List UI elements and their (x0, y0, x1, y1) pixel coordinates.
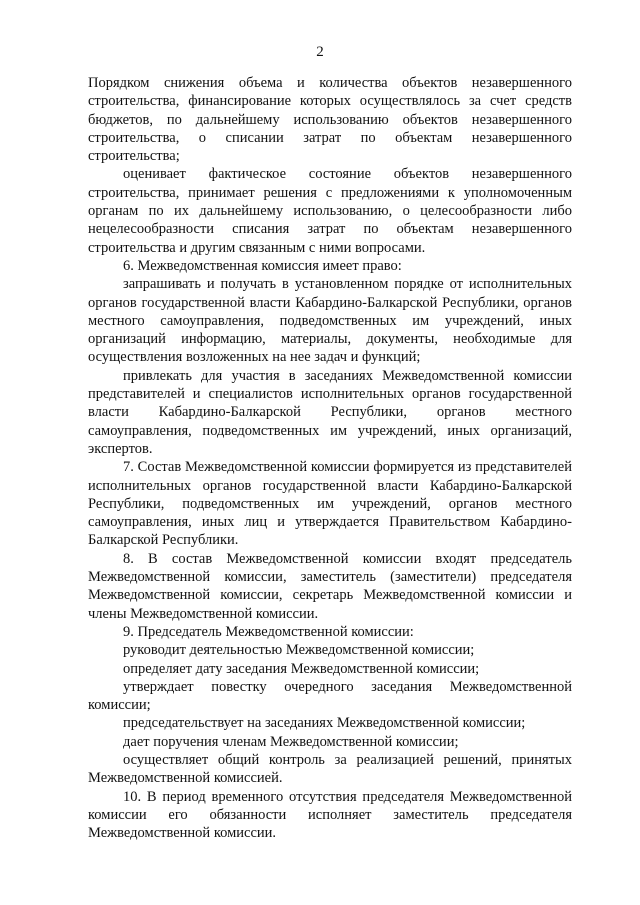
paragraph-evaluates-state: оценивает фактическое состояние объектов незавершенного строительства, принимает решения с предложениями к уполномоченным органам по их дальнейшему использованию, о целесообразности либо нецелесообразности списания затрат по объектам незавершенного строительства и другим связанным с ними вопросами. (88, 166, 572, 256)
paragraph-item-7-composition: 7. Состав Межведомственной комиссии формируется из представителей исполнительных органов государственной власти Кабардино-Балкарской Республики, подведомственных им учреждений, органов местного самоуправления, иных лиц и утверждается Правительством Кабардино-Балкарской Республики. (88, 459, 572, 549)
paragraph-item-9-heading: 9. Председатель Межведомственной комиссии: (123, 623, 414, 640)
paragraph-manages-activity: руководит деятельностью Межведомственной комиссии; (123, 642, 475, 659)
document-body (88, 74, 572, 842)
paragraph-gives-instructions: дает поручения членам Межведомственной комиссии; (123, 733, 459, 750)
paragraph-procedure-continuation: Порядком снижения объема и количества объектов незавершенного строительства, финансирование которых осуществлялось за счет средств бюджетов, по дальнейшему использованию объектов незавершенного строительства, о списании затрат по объектам незавершенного строительства; (88, 75, 572, 165)
paragraph-item-8-members: 8. В состав Межведомственной комиссии входят председатель Межведомственной комиссии, заместитель (заместители) председателя Межведомственной комиссии, секретарь Межведомственной комиссии и члены Межведомственной комиссии. (88, 550, 572, 622)
paragraph-item-10-deputy: 10. В период временного отсутствия председателя Межведомственной комиссии его обязанности исполняет заместитель председателя Межведомственной комиссии. (88, 788, 572, 842)
page-number: 2 (316, 44, 324, 60)
paragraph-general-control: осуществляет общий контроль за реализацией решений, принятых Межведомственной комиссией. (88, 751, 572, 787)
paragraph-involve-specialists: привлекать для участия в заседаниях Межведомственной комиссии представителей и специалистов исполнительных органов государственной власти Кабардино-Балкарской Республики, органов местного самоуправления, подведомственных им учреждений, иных организаций, экспертов. (88, 367, 572, 457)
paragraph-sets-meeting-date: определяет дату заседания Межведомственной комиссии; (123, 660, 480, 677)
paragraph-chairs-meetings: председательствует на заседаниях Межведомственной комиссии; (123, 715, 526, 732)
paragraph-request-info: запрашивать и получать в установленном порядке от исполнительных органов государственной власти Кабардино-Балкарской Республики, органов местного самоуправления, подведомственных им учреждений, иных организаций информацию, материалы, документы, необходимые для осуществления возложенных на нее задач и функций; (88, 276, 572, 366)
paragraph-approves-agenda: утверждает повестку очередного заседания Межведомственной комиссии; (88, 678, 572, 714)
paragraph-item-6-heading: 6. Межведомственная комиссия имеет право: (123, 257, 402, 274)
